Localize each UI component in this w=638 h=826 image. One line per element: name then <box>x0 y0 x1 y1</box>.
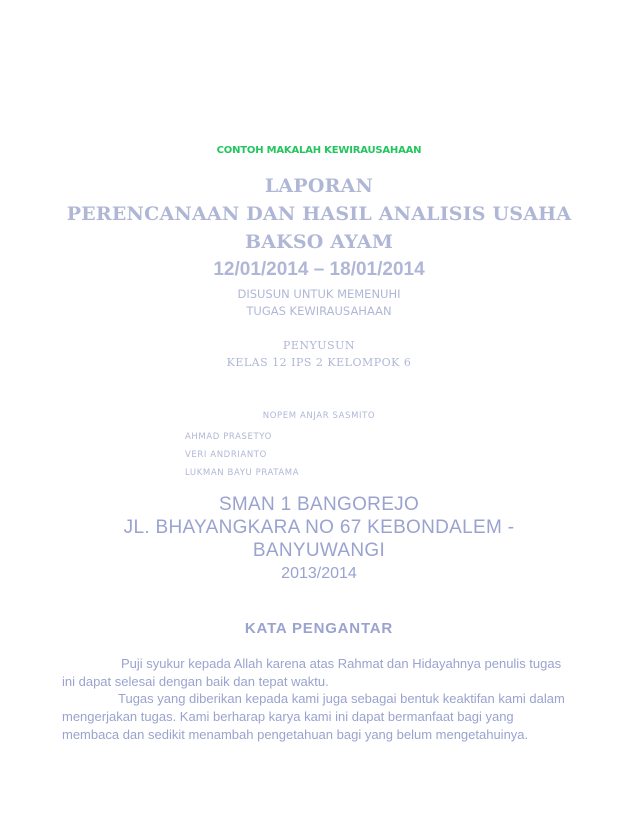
member-4: LUKMAN BAYU PRATAMA <box>185 468 300 478</box>
paragraph-line-2: ini dapat selesai dengan baik dan tepat waktu. <box>62 674 329 689</box>
school-name: SMAN 1 BANGOREJO <box>218 494 420 515</box>
purpose-line-2: TUGAS KEWIRAUSAHAAN <box>246 304 392 318</box>
title-line-2: PERENCANAAN DAN HASIL ANALISIS USAHA <box>66 203 572 225</box>
purpose-line-1: DISUSUN UNTUK MEMENUHI <box>237 287 401 301</box>
paragraph-line-5: membaca dan sedikit menambah pengetahuan bagi yang belum mengetahuinya. <box>62 727 529 742</box>
title-line-3: BAKSO AYAM <box>244 231 394 253</box>
school-year: 2013/2014 <box>281 565 357 582</box>
document-label: CONTOH MAKALAH KEWIRAUSAHAAN <box>216 145 422 156</box>
author-heading: PENYUSUN <box>282 339 356 352</box>
member-3: VERI ANDRIANTO <box>185 450 267 460</box>
paragraph-line-1: Puji syukur kepada Allah karena atas Rahmat dan Hidayahnya penulis tugas <box>121 656 562 671</box>
school-address-2: BANYUWANGI <box>252 540 386 561</box>
paragraph-line-4: mengerjakan tugas. Kami berharap karya kami ini dapat bermanfaat bagi yang <box>62 709 514 724</box>
title-line-1: LAPORAN <box>264 175 374 197</box>
member-2: AHMAD PRASETYO <box>185 432 272 442</box>
school-address-1: JL. BHAYANGKARA NO 67 KEBONDALEM - <box>123 517 515 538</box>
member-1: NOPEM ANJAR SASMITO <box>262 411 376 421</box>
date-range: 12/01/2014 – 18/01/2014 <box>213 259 425 280</box>
paragraph-line-3: Tugas yang diberikan kepada kami juga sebagai bentuk keaktifan kami dalam <box>118 691 565 706</box>
section-title: KATA PENGANTAR <box>244 620 394 637</box>
class-group: KELAS 12 IPS 2 KELOMPOK 6 <box>226 356 412 369</box>
